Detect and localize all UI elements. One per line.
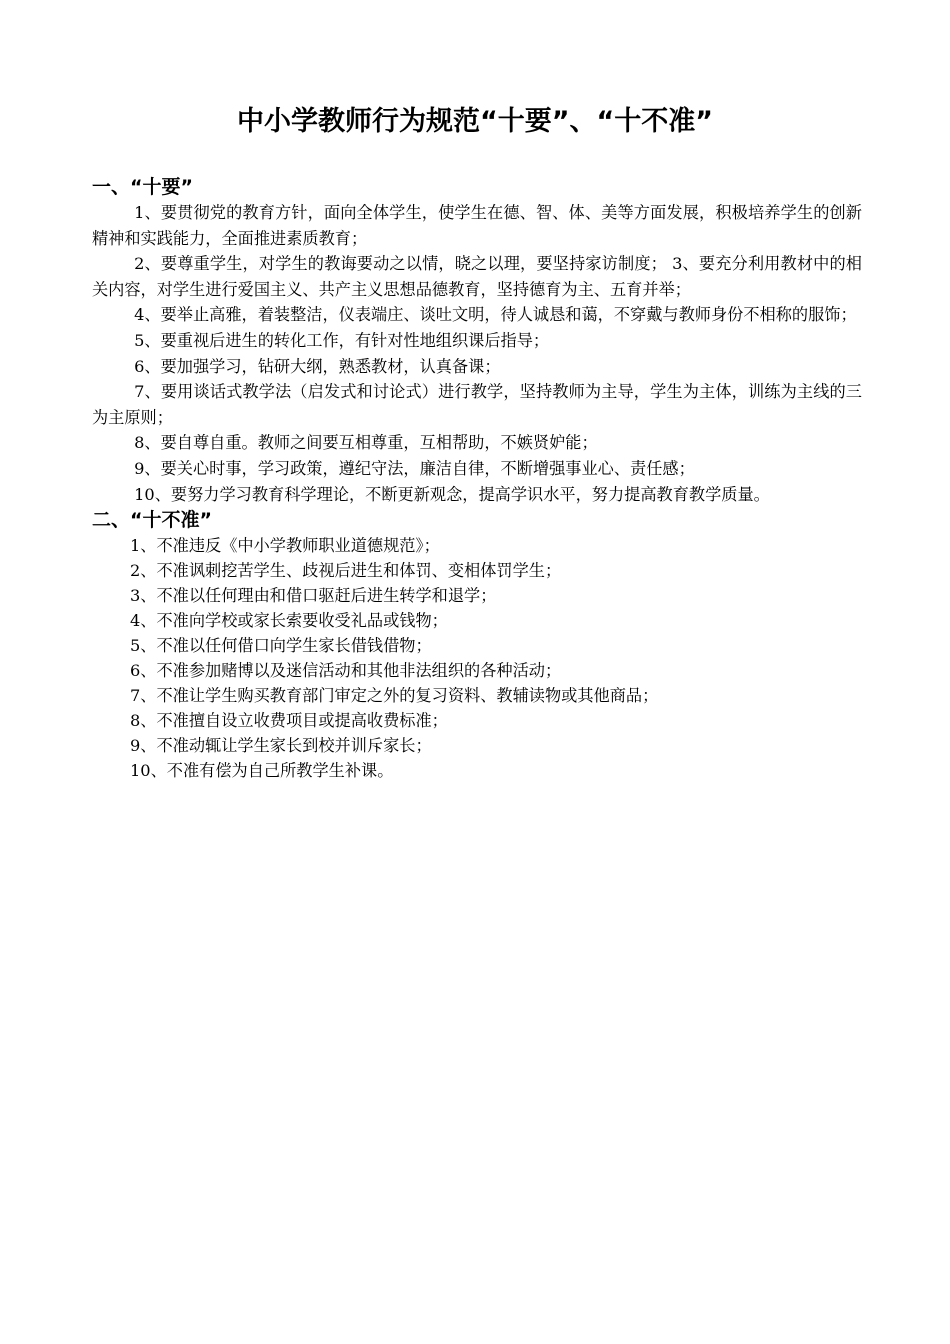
list-item: 1、要贯彻党的教育方针，面向全体学生，使学生在德、智、体、美等方面发展，积极培养学生的创新精神和实践能力，全面推进素质教育； bbox=[92, 203, 862, 248]
list-item: 10、不准有偿为自己所教学生补课。 bbox=[130, 761, 394, 781]
list-item: 8、要自尊自重。教师之间要互相尊重，互相帮助，不嫉贤妒能； bbox=[134, 433, 598, 453]
list-item: 9、要关心时事，学习政策，遵纪守法，廉洁自律，不断增强事业心、责任感； bbox=[134, 458, 695, 478]
list-item: 5、要重视后进生的转化工作，有针对性地组织课后指导； bbox=[134, 330, 550, 350]
section-heading-ten-musts: 一、“十要” bbox=[92, 176, 193, 198]
list-item: 8、不准擅自设立收费项目或提高收费标准； bbox=[130, 711, 448, 731]
list-item: 6、不准参加赌博以及迷信活动和其他非法组织的各种活动； bbox=[130, 661, 562, 681]
section-heading-ten-prohibitions: 二、“十不准” bbox=[92, 509, 212, 532]
list-item: 2、不准讽刺挖苦学生、歧视后进生和体罚、变相体罚学生； bbox=[130, 561, 562, 581]
list-item: 6、要加强学习，钻研大纲，熟悉教材，认真备课； bbox=[134, 356, 501, 376]
list-item: 2、要尊重学生，对学生的教诲要动之以情，晓之以理，要坚持家访制度； 3、要充分利用教材中的相关内容，对学生进行爱国主义、共产主义思想品德教育，坚持德育为主、五育并举； bbox=[92, 254, 862, 299]
section-ten-musts bbox=[92, 174, 862, 507]
list-item: 4、不准向学校或家长索要收受礼品或钱物； bbox=[130, 611, 448, 631]
list-item: 7、不准让学生购买教育部门审定之外的复习资料、教辅读物或其他商品； bbox=[130, 686, 659, 706]
section-ten-prohibitions bbox=[92, 507, 862, 783]
list-item: 7、要用谈话式教学法（启发式和讨论式）进行教学，坚持教师为主导，学生为主体，训练为主线的三为主原则； bbox=[92, 382, 862, 427]
list-item: 1、不准违反《中小学教师职业道德规范》； bbox=[130, 536, 440, 556]
list-item: 5、不准以任何借口向学生家长借钱借物； bbox=[130, 636, 432, 656]
list-item: 9、不准动辄让学生家长到校并训斥家长； bbox=[130, 736, 432, 756]
document-body bbox=[92, 174, 862, 783]
list-item: 4、要举止高雅，着装整洁，仪表端庄、谈吐文明，待人诚恳和蔼，不穿戴与教师身份不相称的服饰； bbox=[134, 305, 857, 325]
list-item: 3、不准以任何理由和借口驱赶后进生转学和退学； bbox=[130, 586, 497, 606]
list-item: 10、要努力学习教育科学理论，不断更新观念，提高学识水平，努力提高教育教学质量。 bbox=[134, 484, 770, 504]
page-title: 中小学教师行为规范“十要”、“十不准” bbox=[237, 106, 713, 137]
